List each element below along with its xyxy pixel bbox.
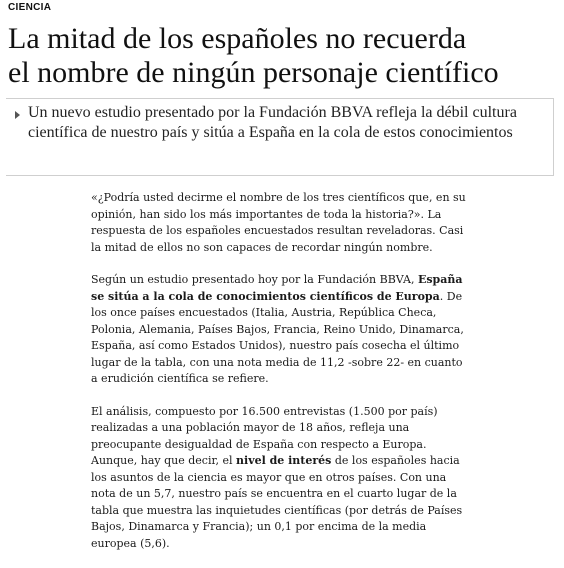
paragraph-1: «¿Podría usted decirme el nombre de los tres científicos que, en su opinión, han sido los más importantes de toda la historia?». La respuesta de los españoles encuestados resultan reveladoras. Casi la mitad de ellos no son capaces de recordar ningún nombre. bbox=[91, 191, 466, 254]
paragraph-3 bbox=[91, 404, 471, 553]
paragraph-2-text: Según un estudio presentado hoy por la Fundación BBVA, bbox=[91, 273, 418, 286]
subhead-box bbox=[6, 98, 554, 176]
headline-line-1: La mitad de los españoles no recuerda bbox=[8, 22, 467, 55]
triangle-bullet-icon bbox=[15, 111, 20, 119]
paragraph-3-text: El análisis, compuesto por 16.500 entrevistas (1.500 por país) realizadas a una población mayor de 18 años, refleja una preocupante desigualdad de España con respecto a Europa. Aunque, hay que decir, el bbox=[91, 404, 438, 467]
article-body bbox=[91, 190, 471, 568]
paragraph-2-rest: . De los once países encuestados (Italia, Austria, República Checa, Polonia, Alemania, Países Bajos, Francia, Reino Unido, Dinamarca, España, así como Estados Unidos), nuestro país cosecha el último lugar de la tabla, con una nota media de 11,2 -sobre 22- en cuanto a erudición científica se refiere. bbox=[91, 289, 464, 385]
section-label[interactable]: CIENCIA bbox=[8, 2, 52, 13]
headline-line-2: el nombre de ningún personaje científico bbox=[8, 56, 499, 89]
headline bbox=[8, 22, 560, 90]
paragraph-3-bold: nivel de interés bbox=[236, 454, 332, 467]
paragraph-2 bbox=[91, 272, 471, 388]
subhead: Un nuevo estudio presentado por la Fundación BBVA refleja la débil cultura científica de nuestro país y sitúa a España en la cola de estos conocimientos bbox=[28, 104, 517, 141]
paragraph-3-rest: de los españoles hacia los asuntos de la ciencia es mayor que en otros países. Con una nota de un 5,7, nuestro país se encuentra en el cuarto lugar de la tabla que muestra las inquietudes científicas (por detrás de Países Bajos, Dinamarca y Francia); un 0,1 por encima de la media europea (5,6). bbox=[91, 454, 463, 550]
paragraph-2-bold: España se sitúa a la cola de conocimientos científicos de Europa bbox=[91, 273, 463, 303]
